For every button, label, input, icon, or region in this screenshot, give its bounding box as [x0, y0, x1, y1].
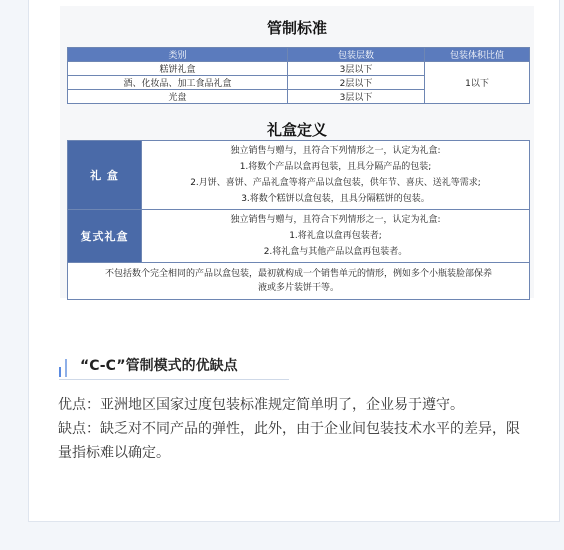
- row-layers: 2层以下: [288, 76, 425, 90]
- compound-box-line: 2.将礼盒与其他产品以盒再包装者。: [263, 247, 408, 257]
- row-category: 糕饼礼盒: [68, 62, 288, 76]
- header-layers: 包装层数: [288, 48, 425, 62]
- ratio-value: 1以下: [425, 62, 530, 104]
- gift-box-definition-table: [67, 140, 530, 300]
- gift-box-row: [68, 141, 530, 210]
- gift-box-line: 3.将数个糕饼以盒包装，且具分隔糕饼的包装。: [241, 194, 430, 204]
- compound-box-label: 复式礼盒: [68, 210, 142, 263]
- control-standard-title: 管制标准: [266, 19, 327, 37]
- control-standard-table: [67, 47, 530, 104]
- heading-accent-bar: [65, 359, 67, 377]
- gift-box-label: 礼 盒: [68, 141, 142, 210]
- article-body: [58, 393, 533, 465]
- advantage-paragraph: 优点：亚洲地区国家过度包装标准规定简单明了，企业易于遵守。: [58, 397, 464, 413]
- exclusion-note-row: [68, 263, 530, 300]
- gift-box-line: 1.将数个产品以盒再包装，且具分隔产品的包装;: [239, 162, 432, 172]
- gift-box-line: 2.月饼、喜饼、产品礼盒等将产品以盒包装，供年节、喜庆、送礼等需求;: [190, 178, 481, 188]
- gift-box-description: [142, 141, 530, 210]
- row-layers: 3层以下: [288, 62, 425, 76]
- disadvantage-paragraph: 缺点：缺乏对不同产品的弹性，此外，由于企业间包装技术水平的差异，限量指标难以确定。: [58, 421, 520, 461]
- table-row: [68, 62, 530, 76]
- compound-box-description: [142, 210, 530, 263]
- exclusion-note-line: 液或多片装饼干等。: [257, 283, 339, 293]
- gift-box-line: 独立销售与赠与，且符合下列情形之一，认定为礼盒:: [230, 146, 441, 156]
- section-title: “C-C”管制模式的优缺点: [80, 358, 238, 374]
- gift-box-definition-title: 礼盒定义: [266, 121, 327, 139]
- header-category: 类别: [68, 48, 288, 62]
- exclusion-note: [68, 263, 530, 300]
- compound-box-line: 独立销售与赠与，且符合下列情形之一，认定为礼盒:: [230, 215, 441, 225]
- article-card: [28, 0, 560, 522]
- row-category: 酒、化妆品、加工食品礼盒: [68, 76, 288, 90]
- compound-box-line: 1.将礼盒以盒再包装者;: [289, 231, 382, 241]
- row-layers: 3层以下: [288, 90, 425, 104]
- section-heading: [59, 349, 289, 380]
- table-header-row: [68, 48, 530, 62]
- compound-box-row: [68, 210, 530, 263]
- exclusion-note-line: 不包括数个完全相同的产品以盒包装，最初就构成一个销售单元的情形，例如多个小瓶装脸部保养: [104, 269, 492, 279]
- standards-figure: [60, 6, 534, 298]
- heading-accent-bar: [59, 367, 61, 377]
- header-ratio: 包装体积比值: [425, 48, 530, 62]
- row-category: 光盘: [68, 90, 288, 104]
